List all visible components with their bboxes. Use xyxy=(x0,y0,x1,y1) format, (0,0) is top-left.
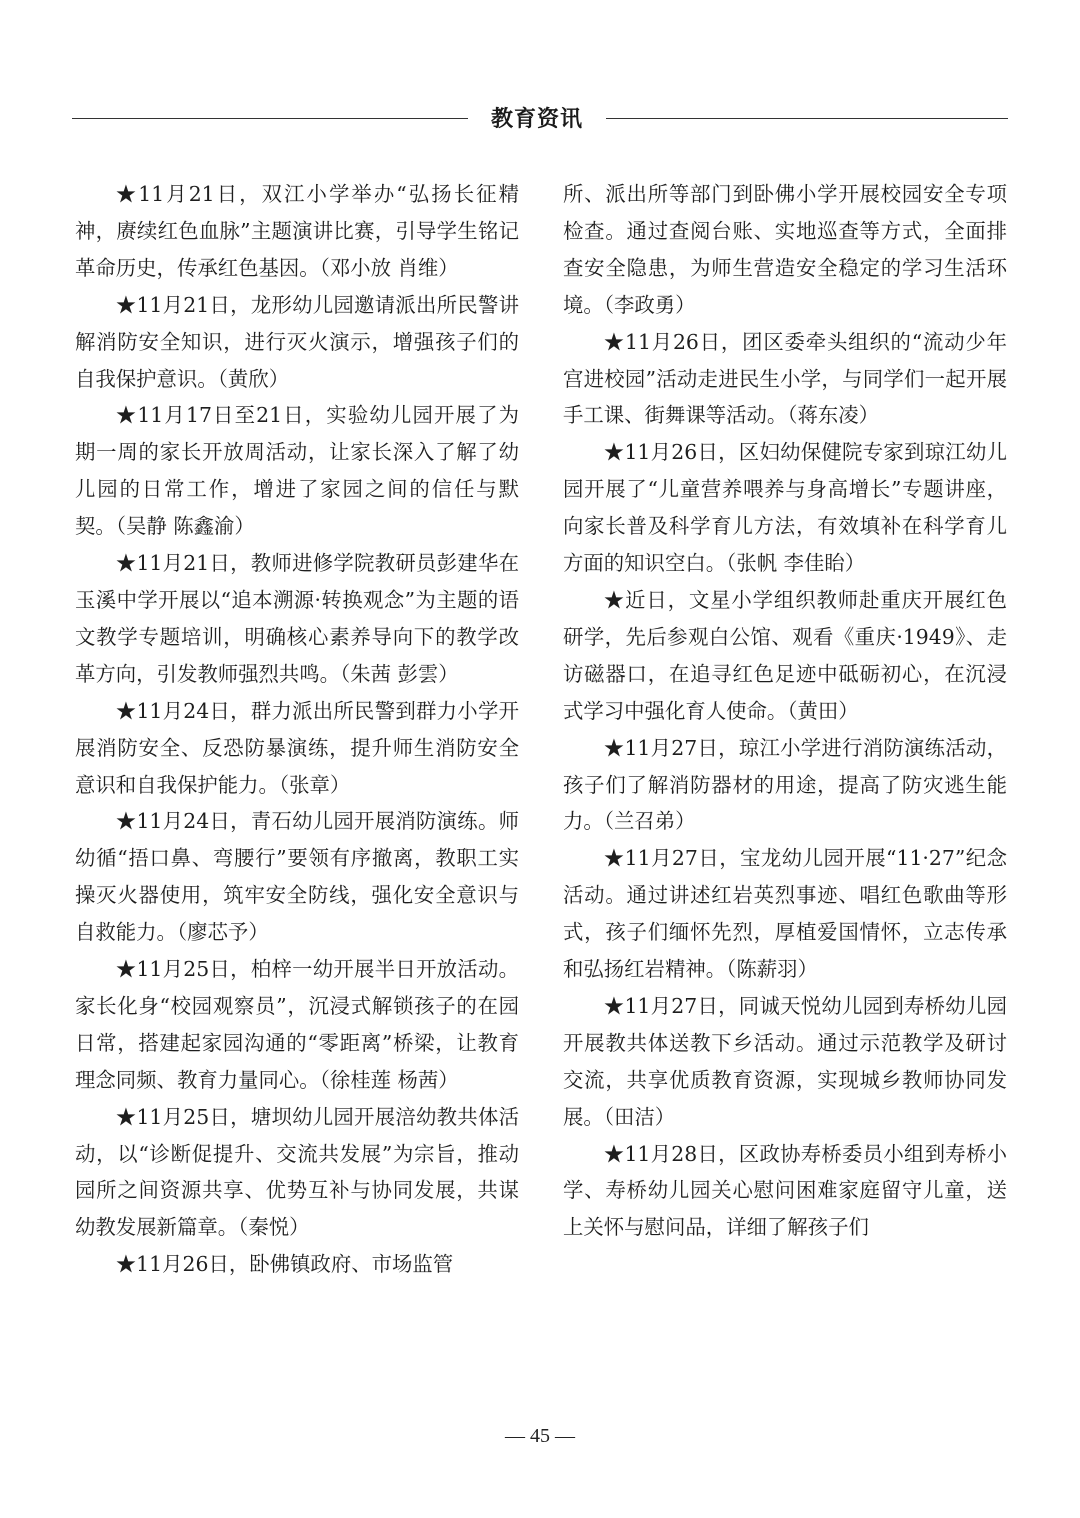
news-item: ★11月24日，群力派出所民警到群力小学开展消防安全、反恐防暴演练，提升师生消防安全意识和自我保护能力。（张章） xyxy=(75,698,519,797)
header-rule-left xyxy=(72,118,468,119)
news-item-continuation: 所、派出所等部门到卧佛小学开展校园安全专项检查。通过查阅台账、实地巡查等方式，全面排查安全隐患，为师生营造安全稳定的学习生活环境。（李政勇） xyxy=(563,182,1007,317)
news-item: ★11月27日，同诚天悦幼儿园到寿桥幼儿园开展教共体送教下乡活动。通过示范教学及研讨交流，共享优质教育资源，实现城乡教师协同发展。（田洁） xyxy=(563,993,1007,1129)
news-item: ★11月27日，琼江小学进行消防演练活动，孩子们了解消防器材的用途，提高了防灾逃生能力。（兰召弟） xyxy=(563,735,1007,834)
news-item: ★11月21日，龙形幼儿园邀请派出所民警讲解消防安全知识，进行灭火演示，增强孩子们的自我保护意识。（黄欣） xyxy=(75,292,519,391)
news-item: ★11月17日至21日，实验幼儿园开展了为期一周的家长开放周活动，让家长深入了解了幼儿园的日常工作，增进了家园之间的信任与默契。（吴静 陈鑫渝） xyxy=(75,403,519,539)
section-header xyxy=(72,100,1008,140)
header-rule-right xyxy=(606,118,1008,119)
news-item: ★11月21日，双江小学举办“弘扬长征精神，赓续红色血脉”主题演讲比赛，引导学生铭记革命历史，传承红色基因。（邓小放 肖维） xyxy=(75,182,519,280)
right-column xyxy=(563,176,1007,1246)
news-item: ★11月24日，青石幼儿园开展消防演练。师幼循“捂口鼻、弯腰行”要领有序撤离，教职工实操灭火器使用，筑牢安全防线，强化安全意识与自救能力。（廖芯予） xyxy=(75,809,519,945)
news-item: ★11月26日，卧佛镇政府、市场监管 xyxy=(115,1252,454,1277)
left-column xyxy=(75,176,519,1283)
news-item: ★11月21日，教师进修学院教研员彭建华在玉溪中学开展以“追本溯源·转换观念”为主题的语文教学专题培训，明确核心素养导向下的教学改革方向，引发教师强烈共鸣。（朱茜 彭雲） xyxy=(75,551,519,686)
news-item: ★11月28日，区政协寿桥委员小组到寿桥小学、寿桥幼儿园关心慰问困难家庭留守儿童，送上关怀与慰问品，详细了解孩子们 xyxy=(563,1141,1007,1240)
section-title: 教育资讯 xyxy=(490,107,583,132)
page-number: — 45 — xyxy=(505,1425,575,1447)
news-item: ★近日，文星小学组织教师赴重庆开展红色研学，先后参观白公馆、观看《重庆·1949》、走访磁器口，在追寻红色足迹中砥砺初心，在沉浸式学习中强化育人使命。（黄田） xyxy=(563,587,1007,723)
news-item: ★11月26日，团区委牵头组织的“流动少年宫进校园”活动走进民生小学，与同学们一起开展手工课、街舞课等活动。（蒋东凌） xyxy=(563,329,1007,428)
news-item: ★11月25日，柏梓一幼开展半日开放活动。家长化身“校园观察员”，沉浸式解锁孩子的在园日常，搭建起家园沟通的“零距离”桥梁，让教育理念同频、教育力量同心。（徐桂莲 杨茜） xyxy=(75,957,519,1092)
news-item: ★11月26日，区妇幼保健院专家到琼江幼儿园开展了“儿童营养喂养与身高增长”专题讲座，向家长普及科学育儿方法，有效填补在科学育儿方面的知识空白。（张帆 李佳眙） xyxy=(563,440,1007,576)
news-item: ★11月25日，塘坝幼儿园开展涪幼教共体活动，以“诊断促提升、交流共发展”为宗旨，推动园所之间资源共享、优势互补与协同发展，共谋幼教发展新篇章。（秦悦） xyxy=(75,1104,519,1240)
news-item: ★11月27日，宝龙幼儿园开展“11·27”纪念活动。通过讲述红岩英烈事迹、唱红色歌曲等形式，孩子们缅怀先烈，厚植爱国情怀，立志传承和弘扬红岩精神。（陈薪羽） xyxy=(563,846,1007,982)
